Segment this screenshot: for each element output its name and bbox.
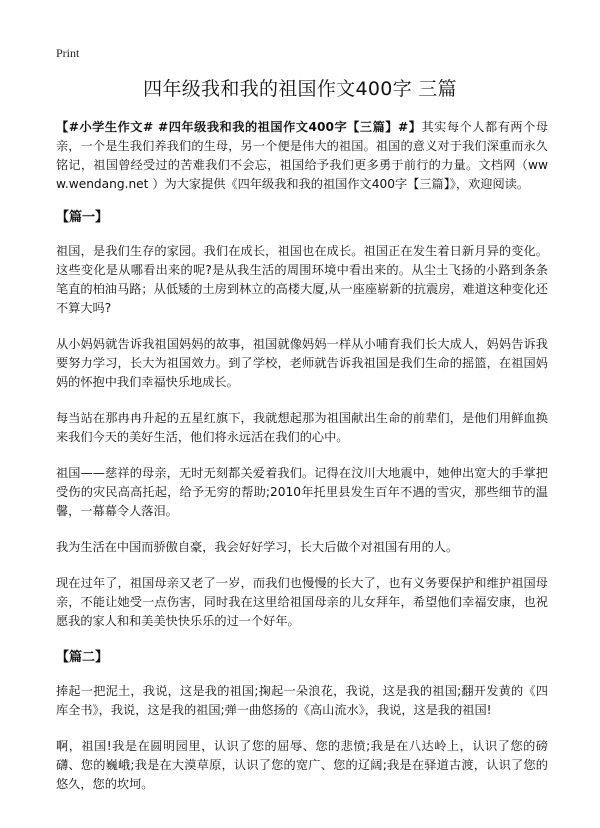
section2-paragraph: 捧起一把泥土，我说，这是我的祖国;掬起一朵浪花，我说，这是我的祖国;翻开发黄的《四库全书》，我说，这是我的祖国;弹一曲悠扬的《高山流水》，我说，这是我的祖国! bbox=[56, 684, 548, 717]
section1-paragraph: 我为生活在中国而骄傲自豪，我会好好学习，长大后做个对祖国有用的人。 bbox=[56, 540, 459, 554]
section-heading-2: 【篇二】 bbox=[56, 650, 109, 665]
intro-text: 其实每个人都有两个母亲，一个是生我们养我们的生母，另一个便是伟大的祖国。祖国的意义对于我们深重而永久铭记，祖国曾经受过的苦难我们不会忘，祖国给予我们更多勇于前行的力量。文档网（www.wendang.net ）为大家提供《四年级我和我的祖国作文400字【三篇】》，欢迎阅读。 bbox=[56, 120, 549, 191]
intro-paragraph bbox=[56, 118, 548, 194]
print-link[interactable]: Print bbox=[56, 46, 80, 60]
section-heading-1: 【篇一】 bbox=[56, 210, 109, 225]
intro-tag-text: 【#小学生作文# #四年级我和我的祖国作文400字【三篇】#】 bbox=[56, 120, 422, 134]
section1-paragraph: 每当站在那冉冉升起的五星红旗下，我就想起那为祖国献出生命的前辈们，是他们用鲜血换来我们今天的美好生活，他们将永远活在我们的心中。 bbox=[56, 411, 548, 444]
section2-paragraph: 啊，祖国!我是在圆明园里，认识了您的屈辱、您的悲愤;我是在八达岭上，认识了您的磅礴、您的巍峨;我是在大漠草原，认识了您的宽广、您的辽阔;我是在驿道古渡，认识了您的悠久，您的坎坷。 bbox=[56, 739, 548, 791]
article-body bbox=[56, 118, 548, 811]
section1-paragraph: 从小妈妈就告诉我祖国妈妈的故事，祖国就像妈妈一样从小哺育我们长大成人，妈妈告诉我要努力学习，长大为祖国效力。到了学校，老师就告诉我祖国是我们生命的摇篮，在祖国妈妈的怀抱中我们幸福快乐地成长。 bbox=[56, 337, 548, 389]
section1-paragraph: 祖国，是我们生存的家园。我们在成长，祖国也在成长。祖国正在发生着日新月异的变化。这些变化是从哪看出来的呢?是从我生活的周围环境中看出来的。从尘土飞扬的小路到条条笔直的柏油马路；从低矮的土房到林立的高楼大厦,从一座座崭新的抗震房，难道这种变化还不算大吗? bbox=[56, 244, 548, 315]
page-title: 四年级我和我的祖国作文400字 三篇 bbox=[143, 78, 457, 100]
section1-paragraph: 现在过年了，祖国母亲又老了一岁，而我们也慢慢的长大了，也有义务要保护和维护祖国母亲，不能让她受一点伤害，同时我在这里给祖国母亲的儿女拜年，希望他们幸福安康，也祝愿我的家人和和美美快快乐乐的过一个好年。 bbox=[56, 576, 548, 628]
section1-paragraph: 祖国——慈祥的母亲，无时无刻都关爱着我们。记得在汶川大地震中，她伸出宽大的手掌把受伤的灾民高高托起，给予无穷的帮助;2010年托里县发生百年不遇的雪灾，那些细节的温馨，一幕幕令人落泪。 bbox=[56, 466, 548, 518]
